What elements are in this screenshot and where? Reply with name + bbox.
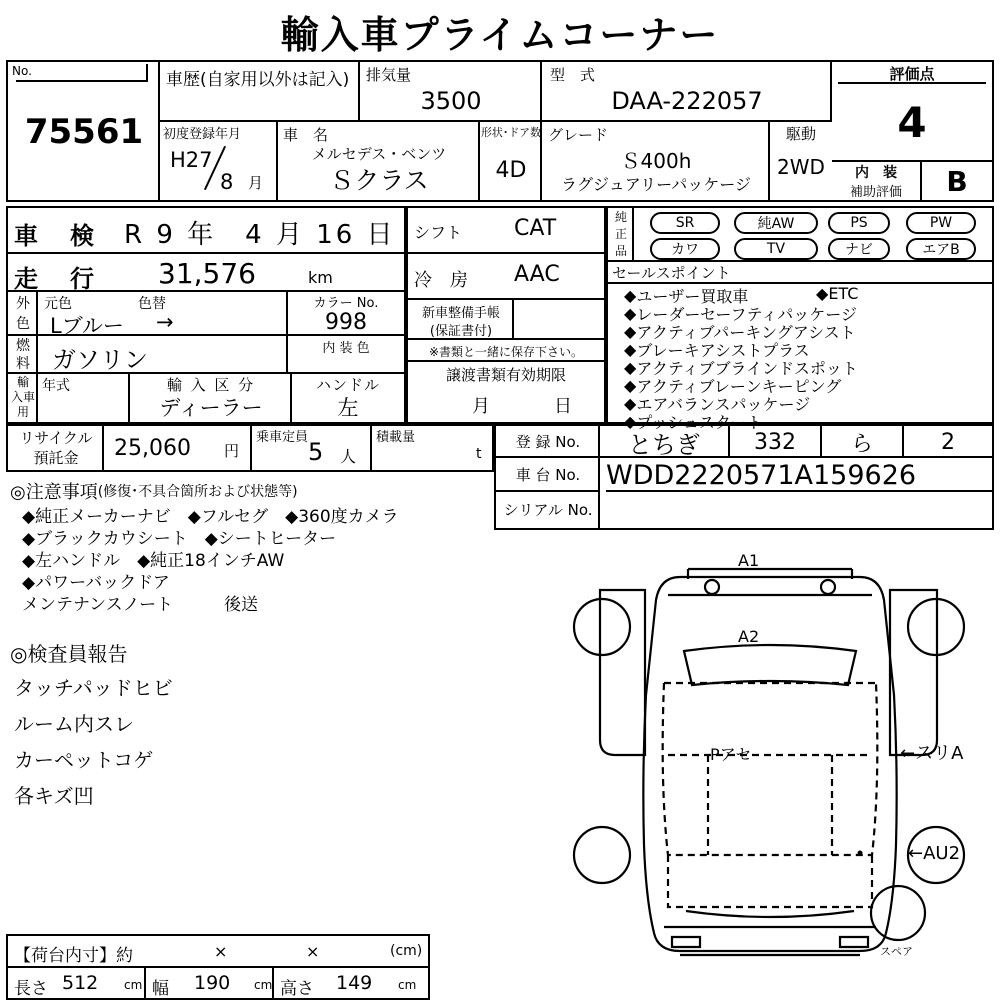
diagram-label-au2: ←AU2 [908,843,961,864]
color-no-cell [288,292,404,336]
genuine-label-2: 正 [614,227,627,241]
diagram-label-a1: A1 [738,551,760,570]
fuel-value: ガソリン [52,346,148,374]
warranty-label-box [408,300,514,340]
model-cell [542,62,832,122]
sales-point-item: ◆ レーダーセーフティパッケージ [624,304,857,324]
ac-value: AAC [514,262,560,287]
serial-label: シリアル No. [503,500,593,519]
fuel-label-1: 燃 [16,338,30,354]
first-reg-cell [160,122,278,200]
import-class-value: ディーラー [159,396,263,420]
sales-point-label: セールスポイント [612,264,731,282]
fuel-label-box [8,336,38,374]
interior-value: B [946,164,968,198]
grade-value-1: Ｓ400h [620,148,692,173]
mileage-label: 走 行 [14,265,98,293]
warranty-label-1: 新車整備手帳 [421,305,500,321]
serial-value [606,494,992,526]
handle-value: 左 [337,396,359,420]
displacement-cell [360,62,542,122]
mileage-row [8,254,404,292]
equip-pill-tv[interactable]: TV [734,238,818,260]
recycle-value: 25,060 [114,436,191,461]
exterior-label-2: 色 [16,316,30,332]
import-label-1: 輸 [16,375,29,389]
diagram-label-p-ase: Pアセ [710,745,752,764]
year-value [38,394,130,416]
inspector-line: カーペットコゲ [14,748,154,772]
capacity-label: 乗車定員 [256,430,309,445]
import-label-2: 入車 [10,390,35,404]
interior-label2: 補助評価 [849,184,902,200]
reg-class: 332 [730,426,822,458]
color-cell [38,292,288,336]
color-change-value: → [156,310,174,334]
bed-width-unit: cm [254,978,273,992]
bed-length-label: 長さ [14,979,48,999]
no-divider [16,80,146,82]
shift-row [408,208,604,254]
caution-title: ◎注意事項 (修復･不具合箇所および状態等) [10,482,298,503]
interior-color-label: 内 装 色 [322,340,370,356]
handle-label: ハンドル [315,375,380,394]
capacity-box [252,426,372,470]
interior-rating-label-box [832,162,922,200]
ac-row [408,254,604,300]
caution-line: ◆純正メーカーナビ ◆フルセグ ◆360度カメラ [22,507,399,527]
inspection-value: R 9 年 4 月 16 日 [124,220,396,250]
inspector-line: 各キズ凹 [14,784,94,808]
transfer-month: 月 [472,396,490,417]
reg-number: 2 [941,429,955,455]
chassis-value: WDD2220571A159626 [606,460,992,492]
bed-width-value: 190 [194,972,231,994]
capacity-unit: 人 [340,447,357,466]
genuine-label-3: 品 [614,244,627,258]
caution-line: ◆パワーバックドア [22,573,170,593]
inspector-line: ルーム内スレ [14,712,134,736]
bed-width-cell [146,968,274,998]
first-reg-month-unit: 月 [248,174,264,192]
bed-height-unit: cm [398,978,417,992]
sales-point-item: ◆ プッシュスタート [624,412,763,432]
fuel-value-cell [38,336,288,374]
reg-place: とちぎ [600,426,730,458]
carname-cell [278,122,480,200]
recycle-label-2: 預託金 [33,448,79,467]
no-divider2 [146,64,148,82]
equip-pill-pw[interactable]: PW [906,212,976,234]
fuel-label-2: 料 [16,356,30,372]
shape-label: 形状･ドア数 [480,126,542,139]
equip-pill-ps[interactable]: PS [828,212,890,234]
first-reg-label: 初度登録年月 [163,127,242,142]
sales-point-item: ◆ ユーザー買取車 [624,286,749,306]
no-label: No. [12,64,32,78]
inspection-row [8,208,404,254]
sales-point-item: ◆ ブレーキアシストプラス [624,340,810,360]
first-reg-month: 8 [220,170,234,194]
sales-point-item: ◆ アクティブレーンキーピング [624,376,842,396]
warranty-label-2: (保証書付) [429,323,493,339]
drive-label: 駆動 [785,124,816,143]
color-no-label: カラー No. [313,295,379,311]
caution-line: ◆左ハンドル ◆純正18インチAW [22,551,285,571]
page-title: 輸入車プライムコーナー [280,13,720,57]
shape-cell [480,122,542,200]
sales-point-item: ◆ アクティブブラインドスポット [624,358,858,378]
handle-cell [292,374,404,422]
no-value: 75561 [24,112,144,152]
equip-pill-sr[interactable]: SR [650,212,720,234]
registration-labels [496,426,600,528]
inspection-label: 車 検 [14,222,98,250]
bed-unit-note: (cm) [390,943,423,959]
recycle-row [6,424,494,472]
chassis-label: 車 台 No. [496,458,600,492]
caution-line: メンテナンスノート 後送 [22,595,259,615]
sales-point-item: ◆ ETC [816,284,859,303]
equip-pill-airbag[interactable]: エアB [906,238,976,260]
inspector-block [10,638,410,818]
caution-block [10,478,500,615]
rating-label: 評価点 [838,64,986,84]
recycle-unit: 円 [224,442,240,460]
bed-height-label: 高さ [280,979,314,999]
color-orig-label: 元色 [44,296,72,312]
interior-color-cell [288,336,404,374]
rating-value: 4 [897,97,927,147]
recycle-value-box [104,426,252,470]
import-label-box [8,374,38,422]
bed-title-row [6,934,430,966]
reg-no-label: 登 録 No. [496,426,600,458]
color-no-value: 998 [325,309,367,335]
genuine-label-box [608,208,634,260]
reg-no-values [600,426,992,458]
maker-value: メルセデス・ベンツ [311,144,447,163]
first-reg-value [162,142,276,198]
bed-values-row [6,966,430,1000]
diagram-label-suri-a: ←スリA [900,743,964,764]
bed-title: 【荷台内寸】約 [14,946,133,966]
interior-label: 内 装 [855,165,897,181]
sales-point-item: ◆ エアバランスパッケージ [624,394,811,414]
bed-height-value: 149 [336,972,373,994]
diagram-label-a2: A2 [738,627,760,646]
load-unit: t [476,446,482,462]
history-label: 車歴(自家用以外は記入) [166,70,350,90]
import-row [8,374,404,422]
car-diagram [560,551,990,970]
warranty-value-box [514,300,604,340]
diagram-label-spare: スペア [880,945,913,958]
inspector-line: タッチパッドヒビ [14,676,173,700]
import-label-3: 用 [16,405,29,419]
mileage-value: 31,576 [158,257,256,290]
equip-pill-aw[interactable]: 純AW [734,212,818,234]
shape-value: 4D [495,157,527,183]
year-label: 年式 [42,378,70,394]
warranty-row [408,300,604,362]
fuel-row [8,336,404,374]
shift-label: シフト [414,223,463,242]
spare-tire-icon [871,886,925,940]
bed-block [6,934,430,1000]
history-cell [160,62,360,122]
displacement-value: 3500 [420,87,482,115]
color-change-label: 色替 [138,296,166,312]
color-orig-value: Lブルー [50,314,124,338]
import-class-cell [130,374,292,422]
warranty-note: ※書類と一緒に保存下さい。 [428,344,584,359]
exterior-color-row [8,292,404,336]
inspector-title: ◎検査員報告 [10,642,128,666]
drive-cell [770,122,832,200]
equip-pill-navi[interactable]: ナビ [828,238,890,260]
bed-x2: × [306,942,320,961]
interior-rating-cell [832,162,992,200]
bed-length-cell [8,968,146,998]
model-label: 型 式 [550,66,596,84]
recycle-label-box [8,426,104,470]
carname-value: Ｓクラス [329,166,429,195]
recycle-label-1: リサイクル [19,428,93,447]
no-cell [8,62,160,200]
first-reg-year: H27 [170,148,213,172]
displacement-label: 排気量 [366,66,412,84]
load-box [372,426,494,470]
mileage-unit: km [308,268,333,287]
transfer-row [408,362,604,422]
carname-label: 車 名 [283,126,329,144]
interior-color-value [288,354,404,372]
drive-value: 2WD [777,155,825,179]
exterior-label-box [8,292,38,336]
model-value: DAA-222057 [611,87,763,115]
import-class-label: 輸 入 区 分 [166,375,256,394]
transfer-label: 譲渡書類有効期限 [445,365,566,384]
bed-height-cell [274,968,430,998]
equip-pill-kawa[interactable]: カワ [650,238,720,260]
reg-kana: ら [822,426,904,458]
bed-length-value: 512 [62,972,99,994]
sales-point-item: ◆ アクティブパーキングアシスト [624,322,856,342]
shift-value: CAT [514,216,557,241]
bed-length-unit: cm [124,978,143,992]
transfer-day: 日 [554,396,572,417]
capacity-value: 5 [308,438,324,466]
grade-value-2: ラグジュアリーパッケージ [561,174,751,194]
year-cell [38,374,130,422]
genuine-label-1: 純 [614,210,627,224]
bed-width-label: 幅 [152,979,169,999]
sales-point-list [616,284,992,432]
caution-line: ◆ブラックカウシート ◆シートヒーター [22,529,337,549]
bed-x1: × [214,942,228,961]
rating-cell [832,62,992,162]
load-label: 積載量 [376,430,416,445]
ac-label: 冷 房 [414,270,468,291]
exterior-label-1: 外 [16,296,30,312]
grade-label: グレード [548,126,609,144]
grade-cell [542,122,770,200]
